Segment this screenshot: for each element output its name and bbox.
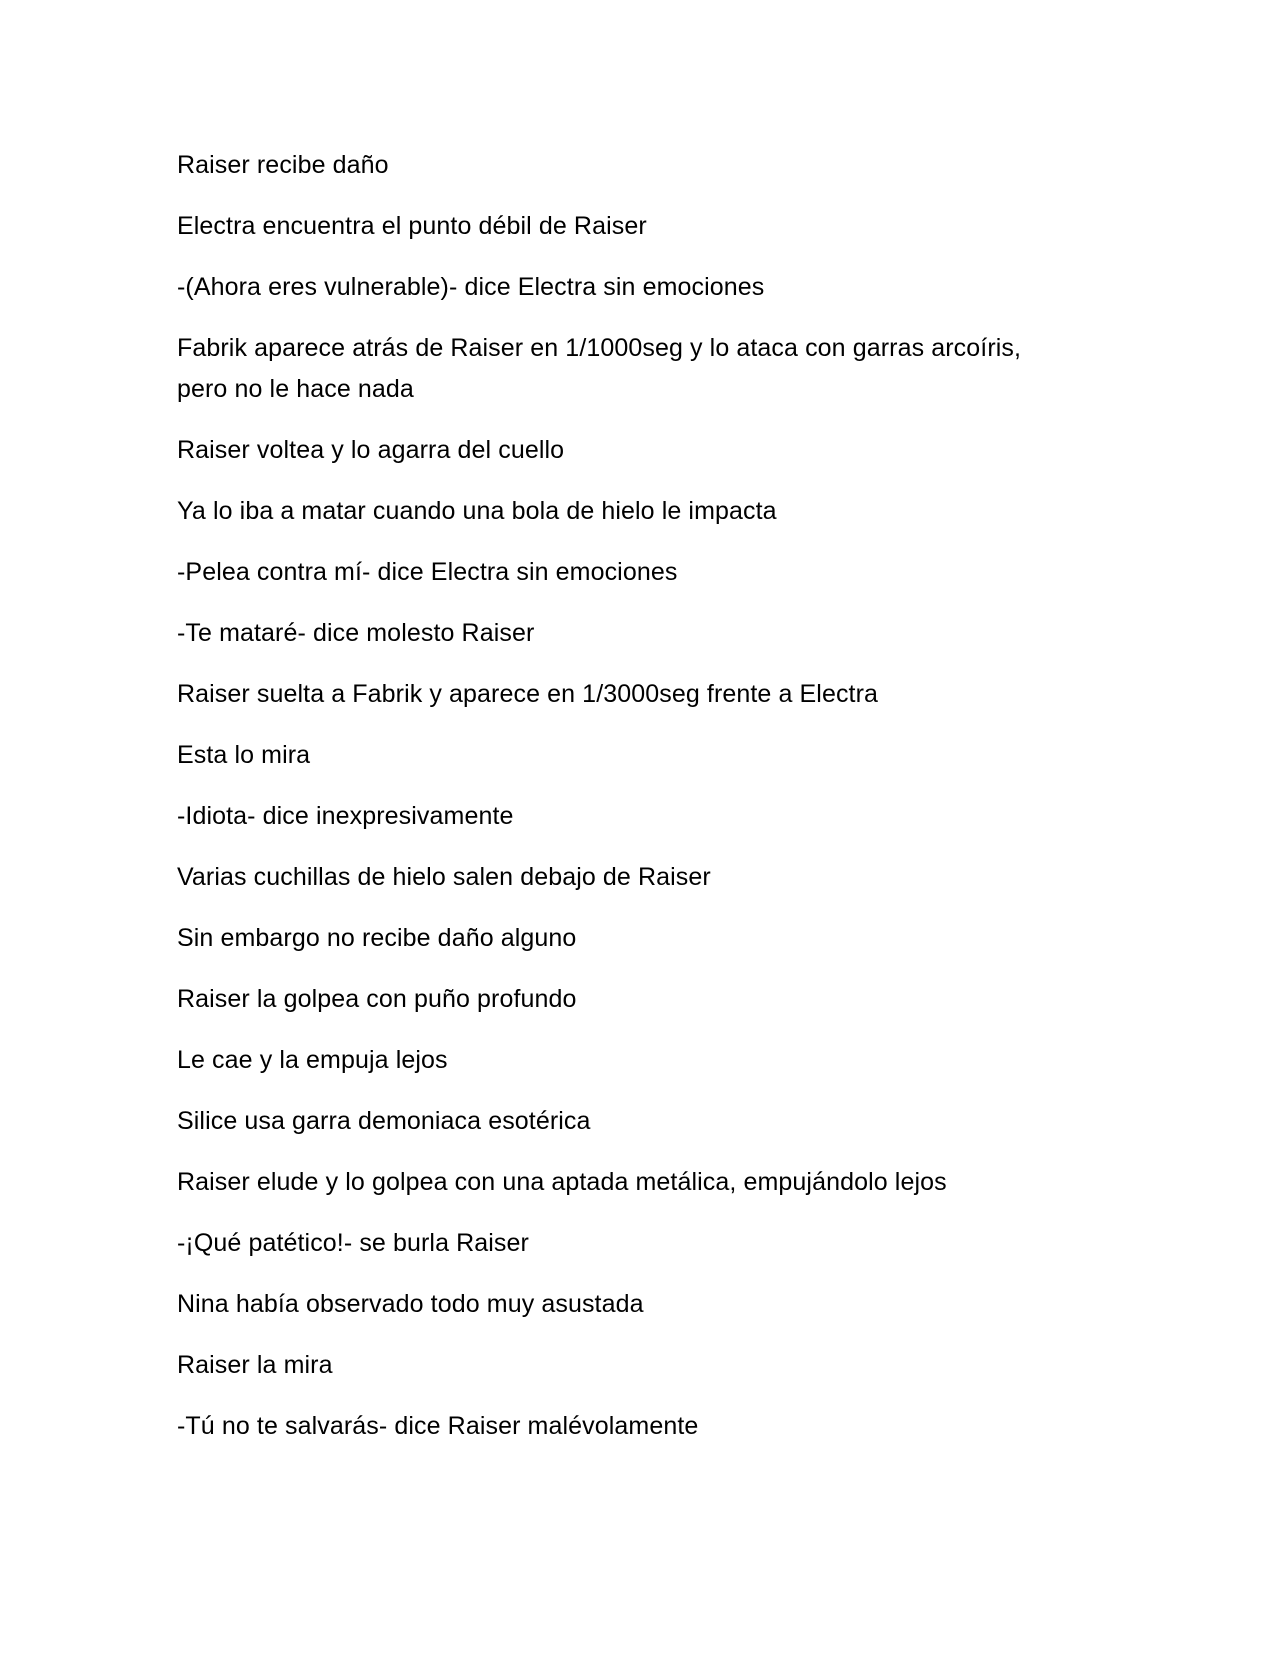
paragraph: Silice usa garra demoniaca esotérica [177, 1107, 591, 1135]
paragraph: Esta lo mira [177, 741, 311, 769]
paragraph: -(Ahora eres vulnerable)- dice Electra sin emociones [177, 273, 765, 301]
paragraph: Raiser voltea y lo agarra del cuello [177, 436, 565, 464]
paragraph: Raiser suelta a Fabrik y aparece en 1/3000seg frente a Electra [177, 680, 879, 708]
paragraph: -Pelea contra mí- dice Electra sin emociones [177, 558, 678, 586]
paragraph: -Te mataré- dice molesto Raiser [177, 619, 535, 647]
paragraph: -Idiota- dice inexpresivamente [177, 802, 514, 830]
paragraph: Nina había observado todo muy asustada [177, 1290, 644, 1318]
paragraph: -¡Qué patético!- se burla Raiser [177, 1229, 529, 1257]
paragraph: -Tú no te salvarás- dice Raiser malévolamente [177, 1412, 699, 1440]
paragraph: Raiser recibe daño [177, 151, 389, 179]
paragraph: Le cae y la empuja lejos [177, 1046, 448, 1074]
paragraph: Raiser elude y lo golpea con una aptada metálica, empujándolo lejos [177, 1168, 947, 1196]
paragraph: Fabrik aparece atrás de Raiser en 1/1000seg y lo ataca con garras arcoíris, pero no le hace nada [177, 334, 1022, 403]
paragraph: Ya lo iba a matar cuando una bola de hielo le impacta [177, 497, 777, 525]
paragraph: Raiser la golpea con puño profundo [177, 985, 577, 1013]
paragraph: Raiser la mira [177, 1351, 333, 1379]
paragraph: Sin embargo no recibe daño alguno [177, 924, 577, 952]
paragraph: Varias cuchillas de hielo salen debajo de Raiser [177, 863, 711, 891]
paragraph: Electra encuentra el punto débil de Raiser [177, 212, 647, 240]
document-body [177, 145, 1077, 1467]
